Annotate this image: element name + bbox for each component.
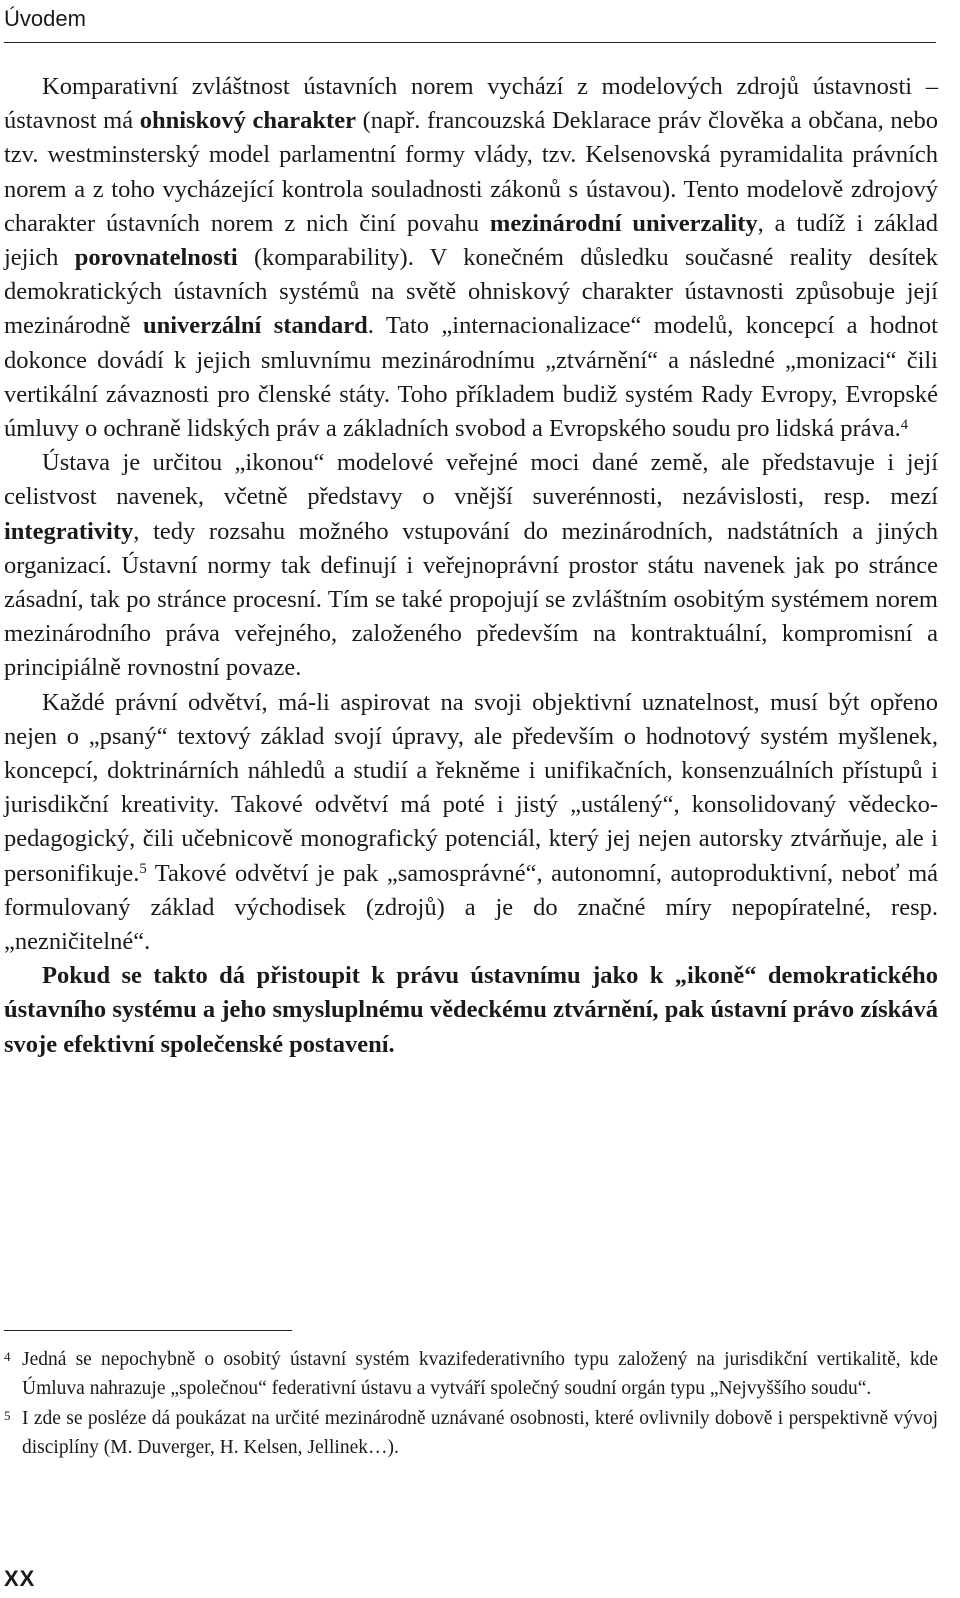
paragraph: Komparativní zvláštnost ústavních norem vychází z modelových zdrojů ústavnosti – ústavnost má ohniskový charakter (např. francouzská Deklarace práv člověka a občana, nebo tzv. westminsterský model parlamentní formy vlády, tzv. Kelsenovská pyramidalita právních norem a z toho vycházející kontrola souladnosti zákonů s ústavou). Tento modelově zdrojový charakter ústavních norem z nich činí povahu mezinárodní univerzality, a tudíž i základ jejich porovnatelnosti (komparability). V konečném důsledku současné reality desítek demokratických ústavních systémů na světě ohniskový charakter ústavnosti způsobuje její mezinárodně univerzální standard. Tato „internacionalizace“ modelů, koncepcí a hodnot dokonce dovádí k jejich smluvnímu mezinárodnímu „ztvárnění“ a následné „monizaci“ čili vertikální závaznosti pro členské státy. Toho příkladem budiž systém Rady Evropy, Evropské úmluvy o ochraně lidských práv a základních svobod a Evropského soudu pro lidská práva.$^4$ [4, 73, 938, 443]
footnote-text: Jedná se nepochybně o osobitý ústavní systém kvazifederativního typu založený na jurisdikční vertikalitě, kde Úmluva nahrazuje „společnou“ federativní ústavu a vytváří společný soudní orgán typu „Nejvyššího soudu“. [22, 1349, 938, 1399]
paragraph-emphasis: Pokud se takto dá přistoupit k právu ústavnímu jako k „ikoně“ demokratického ústavního systému a jeho smysluplnému vědeckému ztvárnění, pak ústavní právo získává svoje efektivní společenské postavení. [4, 962, 938, 1058]
body-text [4, 70, 938, 1062]
footnote-number: 4 [4, 1349, 11, 1364]
running-head: Úvodem [4, 4, 936, 43]
footnote-separator [4, 1330, 292, 1331]
page-number: XX [4, 1566, 36, 1591]
footnote-5 [4, 1405, 938, 1462]
paragraph: Každé právní odvětví, má-li aspirovat na svoji objektivní uznatelnost, musí být opřeno nejen o „psaný“ textový základ svojí úpravy, ale především o hodnotový systém myšlenek, koncepcí, doktrinárních náhledů a studií a řekněme i unifikačních, konsenzuálních přístupů i jurisdikční kreativity. Takové odvětví má poté i jistý „ustálený“, konsolidovaný vědecko-pedagogický, čili učebnicově monografický potenciál, který jej nejen autorsky ztvárňuje, ale i personifikuje.$^5$ Takové odvětví je pak „samosprávné“, autonomní, autoproduktivní, neboť má formulovaný základ východisek (zdrojů) a je do značné míry nepopíratelné, resp. „nezničitelné“. [4, 688, 938, 956]
footnote-ref[interactable]: 4 [900, 416, 909, 433]
footnotes [4, 1346, 938, 1464]
footnote-ref[interactable]: 5 [139, 861, 147, 878]
footnote-number: 5 [4, 1408, 11, 1423]
footnote-text: I zde se posléze dá poukázat na určité mezinárodně uznávané osobnosti, které ovlivnily dobově i perspektivně vývoj disciplíny (M. Duverger, H. Kelsen, Jellinek…). [22, 1408, 938, 1458]
paragraph: Ústava je určitou „ikonou“ modelové veřejné moci dané země, ale představuje i její celistvost navenek, včetně představy o vnější suverénnosti, nezávislosti, resp. mezí integrativity, tedy rozsahu možného vstupování do mezinárodních, nadstátních a jiných organizací. Ústavní normy tak definují i veřejnoprávní prostor státu navenek jak po stránce zásadní, tak po stránce procesní. Tím se také propojují se zvláštním osobitým systémem norem mezinárodního práva veřejného, založeného především na kontraktuální, kompromisní a principiálně rovnostní povaze. [4, 449, 938, 682]
footnote-4 [4, 1346, 938, 1403]
